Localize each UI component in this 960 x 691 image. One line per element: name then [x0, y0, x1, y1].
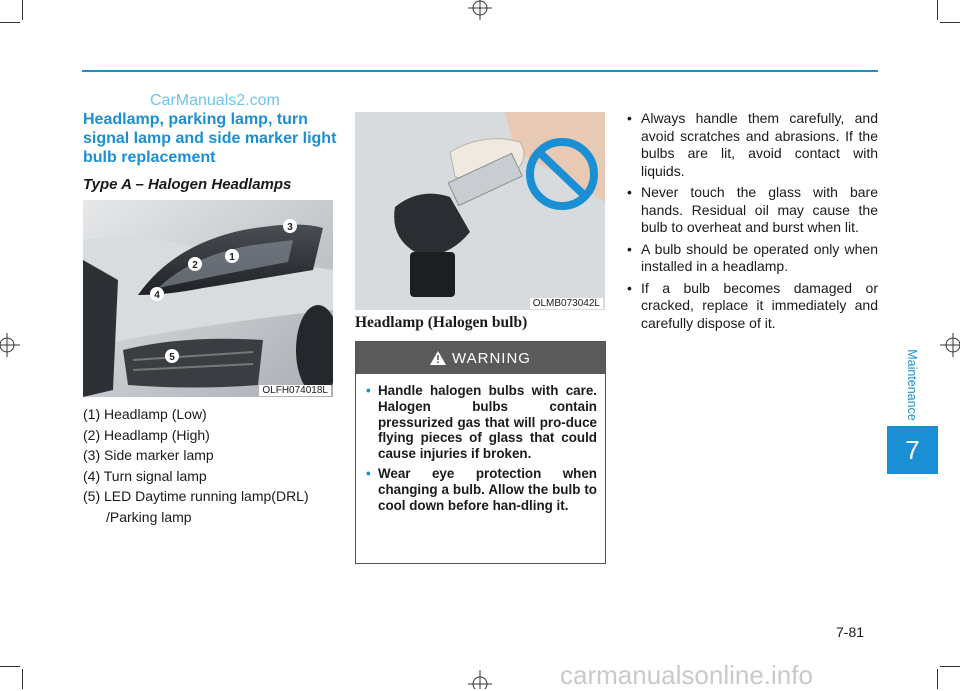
header-rule — [82, 70, 878, 72]
figure-caption: Headlamp (Halogen bulb) — [355, 314, 528, 331]
callout-1-label: 1 — [229, 252, 235, 263]
bullet-icon: • — [366, 383, 371, 398]
watermark-bottom[interactable]: carmanualsonline.info — [560, 660, 813, 690]
callout-2 — [188, 257, 202, 271]
callout-4-label: 4 — [154, 290, 160, 301]
crop-mark — [940, 22, 960, 23]
bullet-item — [627, 280, 878, 333]
registration-mark-top — [466, 0, 494, 24]
warning-item — [366, 466, 597, 513]
legend-list — [83, 404, 343, 527]
crop-mark — [0, 666, 20, 667]
legend-item: (4) Turn signal lamp — [83, 467, 207, 484]
legend-item: (3) Side marker lamp — [83, 447, 214, 463]
crop-mark — [937, 669, 938, 689]
warning-title: WARNING — [452, 349, 531, 367]
crop-mark — [22, 669, 23, 689]
bullet-icon: • — [627, 184, 632, 200]
bullet-text: Always handle them carefully, and avoid scratches and abrasions. If the bulbs are lit, avoid contact with liquids. — [641, 110, 878, 179]
headlamp-photo — [83, 200, 333, 397]
warning-item-text: Handle halogen bulbs with care. Halogen bulbs contain pressurized gas that will pro-duce flying pieces of glass that could cause injuries if broken. — [378, 383, 597, 462]
bullet-icon: • — [366, 465, 371, 481]
warning-header — [356, 342, 605, 374]
registration-mark-bottom — [466, 666, 494, 689]
callout-3 — [283, 219, 297, 233]
warning-item — [366, 383, 597, 462]
crop-mark — [940, 666, 960, 667]
callout-5-label: 5 — [169, 352, 175, 363]
figure-code: OLMB073042L — [530, 298, 603, 309]
warning-body — [356, 374, 605, 513]
callout-5 — [165, 349, 179, 363]
crop-mark — [22, 0, 23, 20]
bullet-text: If a bulb becomes damaged or cracked, replace it immediately and carefully dispose of it. — [641, 279, 878, 331]
watermark-top[interactable]: CarManuals2.com — [150, 92, 280, 109]
chapter-name: Maintenance — [905, 348, 919, 421]
figure-code: OLFH074018L — [259, 385, 331, 396]
chapter-side-label — [902, 342, 922, 427]
caution-bullets — [627, 110, 878, 336]
bullet-item — [627, 110, 878, 180]
section-subtitle: Type A – Halogen Headlamps — [83, 176, 292, 193]
bullet-text: Never touch the glass with bare hands. Residual oil may cause the bulb to overheat and burst when lit. — [641, 184, 878, 235]
warning-item-text: Wear eye protection when changing a bulb. Allow the bulb to cool down before han-dling it. — [378, 465, 597, 513]
registration-mark-right — [938, 330, 960, 360]
callout-4 — [150, 287, 164, 301]
registration-mark-left — [0, 330, 22, 360]
bullet-item — [627, 241, 878, 276]
legend-item: (1) Headlamp (Low) — [83, 406, 207, 422]
bullet-icon: • — [627, 240, 632, 257]
warning-box — [355, 341, 606, 564]
section-title: Headlamp, parking lamp, turn signal lamp and side marker light bulb replacement — [83, 111, 337, 166]
callout-3-label: 3 — [287, 222, 293, 233]
crop-mark — [0, 22, 20, 23]
callout-1 — [225, 249, 239, 263]
bulb-illustration — [355, 112, 605, 310]
bullet-item — [627, 184, 878, 237]
bullet-icon: • — [627, 110, 632, 126]
bullet-text: A bulb should be operated only when installed in a headlamp. — [641, 240, 878, 274]
callout-2-label: 2 — [192, 260, 198, 271]
page-number: 7-81 — [836, 624, 865, 640]
bullet-icon: • — [627, 279, 632, 296]
chapter-tab: 7 — [887, 426, 938, 474]
warning-triangle-icon — [430, 351, 446, 365]
legend-item: (2) Headlamp (High) — [83, 426, 210, 443]
legend-item: (5) LED Daytime running lamp(DRL) /Parking lamp — [83, 488, 309, 525]
halogen-bulb-photo — [355, 112, 605, 310]
headlamp-illustration — [83, 200, 333, 397]
crop-mark — [937, 0, 938, 20]
